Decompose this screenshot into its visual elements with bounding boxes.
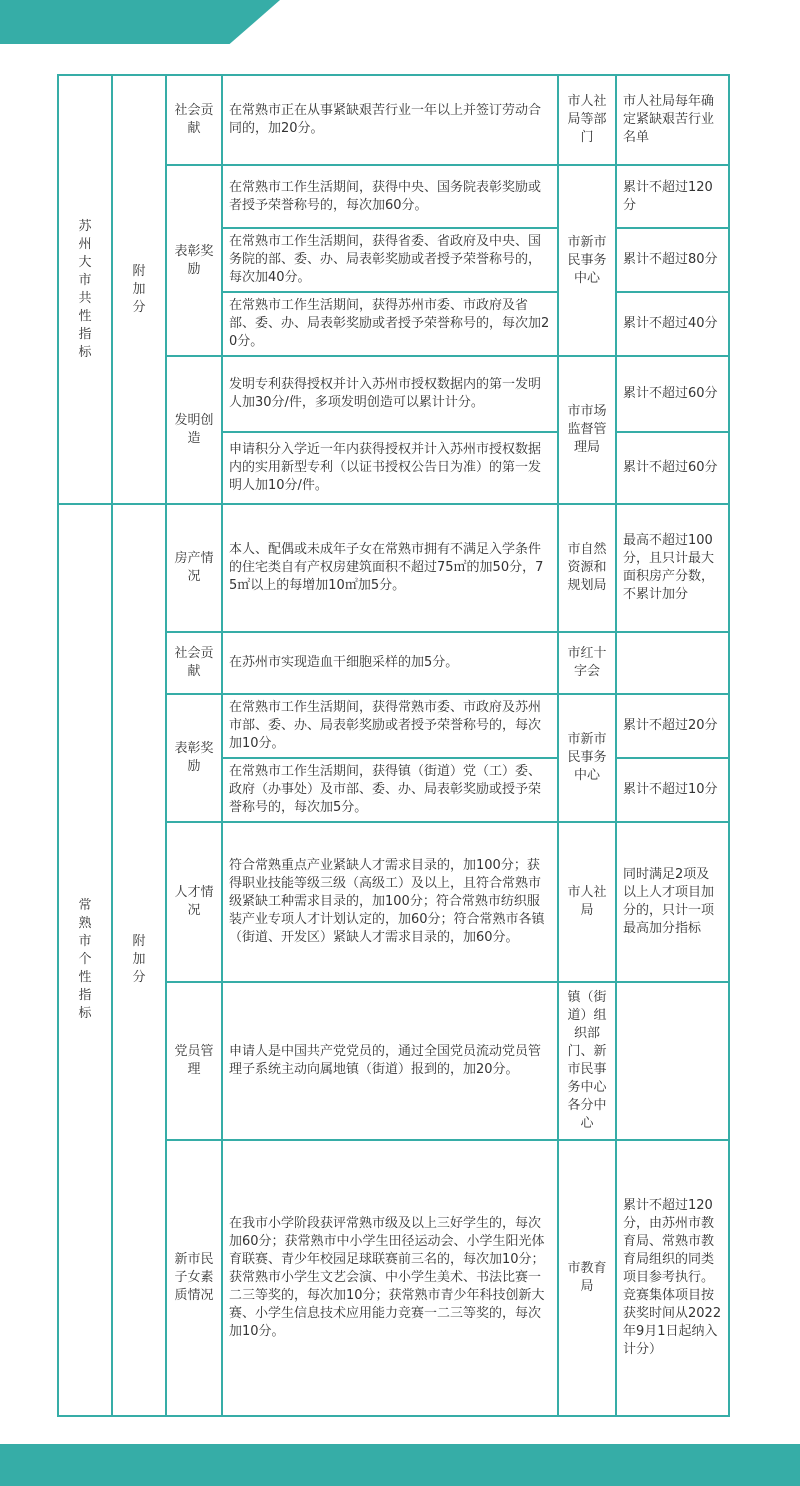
department-cell: 市人社局等部门 (558, 75, 616, 165)
category-cell: 常熟市个性指标 (58, 504, 112, 1416)
item-cell: 社会贡献 (166, 632, 222, 694)
department-cell: 市红十字会 (558, 632, 616, 694)
department-cell: 市新市民事务中心 (558, 694, 616, 822)
item-cell: 人才情况 (166, 822, 222, 982)
department-cell: 市自然资源和规划局 (558, 504, 616, 632)
item-cell: 发明创造 (166, 356, 222, 504)
description-cell: 在常熟市工作生活期间，获得苏州市委、市政府及省部、委、办、局表彰奖励或者授予荣誉称号的，每次加20分。 (222, 292, 558, 356)
note-cell: 累计不超过20分 (616, 694, 729, 758)
department-cell: 市新市民事务中心 (558, 165, 616, 356)
description-cell: 在我市小学阶段获评常熟市级及以上三好学生的，每次加60分；获常熟市中小学生田径运动会、小学生阳光体育联赛、青少年校园足球联赛前三名的，每次加10分；获常熟市小学生文艺会演、中小学生美术、书法比赛一二三等奖的，每次加10分；获常熟市青少年科技创新大赛、小学生信息技术应用能力竞赛一二三等奖的，每次加10分。 (222, 1140, 558, 1416)
note-cell: 累计不超过10分 (616, 758, 729, 822)
description-cell: 符合常熟重点产业紧缺人才需求目录的，加100分；获得职业技能等级三级（高级工）及以上，且符合常熟市级紧缺工种需求目录的，加100分；符合常熟市纺织服装产业专项人才计划认定的，加60分；符合常熟市各镇（街道、开发区）紧缺人才需求目录的，加60分。 (222, 822, 558, 982)
description-cell: 在苏州市实现造血干细胞采样的加5分。 (222, 632, 558, 694)
department-cell: 市人社局 (558, 822, 616, 982)
description-cell: 申请人是中国共产党党员的，通过全国党员流动党员管理子系统主动向属地镇（街道）报到的，加20分。 (222, 982, 558, 1140)
category-cell: 苏州大市共性指标 (58, 75, 112, 504)
note-cell: 市人社局每年确定紧缺艰苦行业名单 (616, 75, 729, 165)
description-cell: 在常熟市工作生活期间，获得常熟市委、市政府及苏州市部、委、办、局表彰奖励或者授予荣誉称号的，每次加10分。 (222, 694, 558, 758)
department-cell: 镇（街道）组织部门、新市民事务中心各分中心 (558, 982, 616, 1140)
description-cell: 发明专利获得授权并计入苏州市授权数据内的第一发明人加30分/件，多项发明创造可以累计计分。 (222, 356, 558, 432)
item-cell: 新市民子女素质情况 (166, 1140, 222, 1416)
description-cell: 在常熟市工作生活期间，获得中央、国务院表彰奖励或者授予荣誉称号的，每次加60分。 (222, 165, 558, 228)
item-cell: 社会贡献 (166, 75, 222, 165)
item-cell: 表彰奖励 (166, 694, 222, 822)
bottom-bar-decoration (0, 1444, 800, 1486)
description-cell: 申请积分入学近一年内获得授权并计入苏州市授权数据内的实用新型专利（以证书授权公告日为准）的第一发明人加10分/件。 (222, 432, 558, 504)
item-cell: 党员管理 (166, 982, 222, 1140)
note-cell: 累计不超过80分 (616, 228, 729, 292)
description-cell: 在常熟市工作生活期间，获得镇（街道）党（工）委、政府（办事处）及市部、委、办、局表彰奖励或授予荣誉称号的，每次加5分。 (222, 758, 558, 822)
item-cell: 房产情况 (166, 504, 222, 632)
note-cell (616, 632, 729, 694)
note-cell: 累计不超过60分 (616, 432, 729, 504)
top-banner-decoration (0, 0, 280, 44)
subcategory-cell: 附加分 (112, 75, 166, 504)
description-cell: 本人、配偶或未成年子女在常熟市拥有不满足入学条件的住宅类自有产权房建筑面积不超过75㎡的加50分，75㎡以上的每增加10㎡加5分。 (222, 504, 558, 632)
points-table (57, 74, 730, 1417)
note-cell (616, 982, 729, 1140)
note-cell: 累计不超过40分 (616, 292, 729, 356)
note-cell: 累计不超过60分 (616, 356, 729, 432)
note-cell: 同时满足2项及以上人才项目加分的，只计一项最高加分指标 (616, 822, 729, 982)
department-cell: 市市场监督管理局 (558, 356, 616, 504)
description-cell: 在常熟市正在从事紧缺艰苦行业一年以上并签订劳动合同的，加20分。 (222, 75, 558, 165)
note-cell: 累计不超过120分 (616, 165, 729, 228)
note-cell: 累计不超过120分，由苏州市教育局、常熟市教育局组织的同类项目参考执行。竞赛集体项目按获奖时间从2022年9月1日起纳入计分） (616, 1140, 729, 1416)
department-cell: 市教育局 (558, 1140, 616, 1416)
item-cell: 表彰奖励 (166, 165, 222, 356)
note-cell: 最高不超过100分，且只计最大面积房产分数，不累计加分 (616, 504, 729, 632)
description-cell: 在常熟市工作生活期间，获得省委、省政府及中央、国务院的部、委、办、局表彰奖励或者授予荣誉称号的，每次加40分。 (222, 228, 558, 292)
subcategory-cell: 附加分 (112, 504, 166, 1416)
